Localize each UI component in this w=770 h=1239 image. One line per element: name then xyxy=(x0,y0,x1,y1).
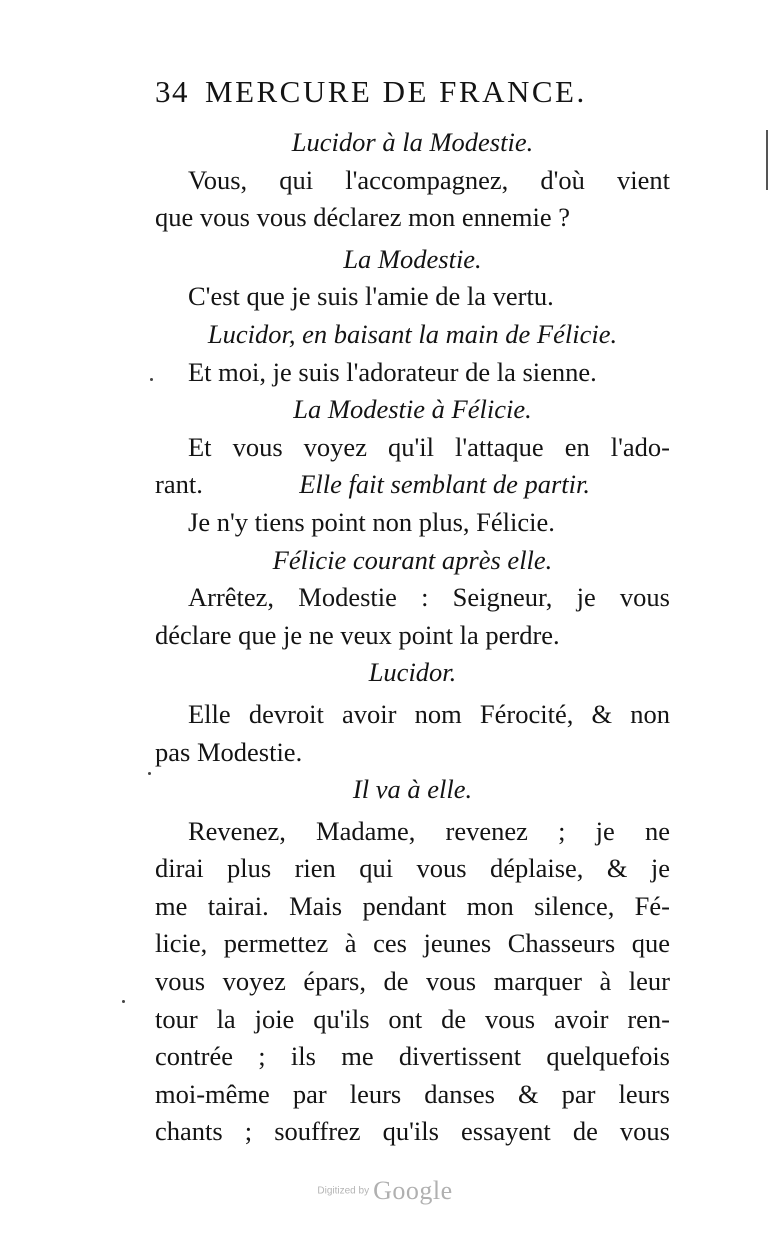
text-line: Elle devroit avoir nom Férocité, & non xyxy=(188,698,670,729)
text-line: Revenez, Madame, revenez ; je ne xyxy=(188,815,670,846)
google-logo: Google xyxy=(373,1176,453,1205)
speaker-heading: La Modestie à Félicie. xyxy=(293,394,532,425)
text-line: C'est que je suis l'amie de la vertu. xyxy=(188,281,554,312)
text-line: licie, permettez à ces jeunes Chasseurs que xyxy=(155,928,670,959)
text-line: tour la joie qu'ils ont de vous avoir ren- xyxy=(155,1003,670,1034)
speaker-heading: Félicie courant après elle. xyxy=(272,544,553,575)
ink-speck xyxy=(122,1000,125,1003)
speaker-heading: Lucidor à la Modestie. xyxy=(291,127,534,157)
speaker-heading: Lucidor, en baisant la main de Félicie. xyxy=(207,318,618,349)
text-line-with-stage-direction xyxy=(155,466,670,504)
text-line: Arrêtez, Modestie : Seigneur, je vous xyxy=(188,582,670,613)
digitization-watermark xyxy=(0,1176,770,1206)
text-fragment: rant. xyxy=(155,469,203,500)
running-title: MERCURE DE FRANCE. xyxy=(205,74,587,109)
stage-direction: Il va à elle. xyxy=(352,774,473,805)
text-line: que vous vous déclarez mon ennemie ? xyxy=(155,202,571,233)
text-line: moi-même par leurs danses & par leurs xyxy=(155,1078,670,1109)
text-line: me tairai. Mais pendant mon silence, Fé- xyxy=(155,890,670,921)
running-header xyxy=(155,74,670,124)
text-line: pas Modestie. xyxy=(155,736,303,767)
text-line: dirai plus rien qui vous déplaise, & je xyxy=(155,853,670,884)
stage-direction: Elle fait semblant de partir. xyxy=(299,469,590,500)
ink-speck xyxy=(148,772,151,775)
page-number: 34 xyxy=(155,74,189,109)
speaker-heading: Lucidor. xyxy=(368,657,457,688)
text-line: contrée ; ils me divertissent quelquefois xyxy=(155,1041,670,1072)
ink-speck xyxy=(150,378,153,381)
page-text xyxy=(155,74,670,1151)
text-line: vous voyez épars, de vous marquer à leur xyxy=(155,966,670,997)
text-line: déclare que je ne veux point la perdre. xyxy=(155,619,560,650)
speaker-heading: La Modestie. xyxy=(343,243,482,274)
text-line: chants ; souffrez qu'ils essayent de vous xyxy=(155,1116,670,1147)
page-edge-mark xyxy=(766,130,768,190)
text-line: Je n'y tiens point non plus, Félicie. xyxy=(188,506,555,537)
digitized-by-label: Digitized by xyxy=(317,1185,370,1197)
text-line: Vous, qui l'accompagnez, d'où vient xyxy=(188,164,670,195)
text-line: Et moi, je suis l'adorateur de la sienne. xyxy=(188,356,597,387)
text-line: Et vous voyez qu'il l'attaque en l'ado- xyxy=(188,431,670,462)
